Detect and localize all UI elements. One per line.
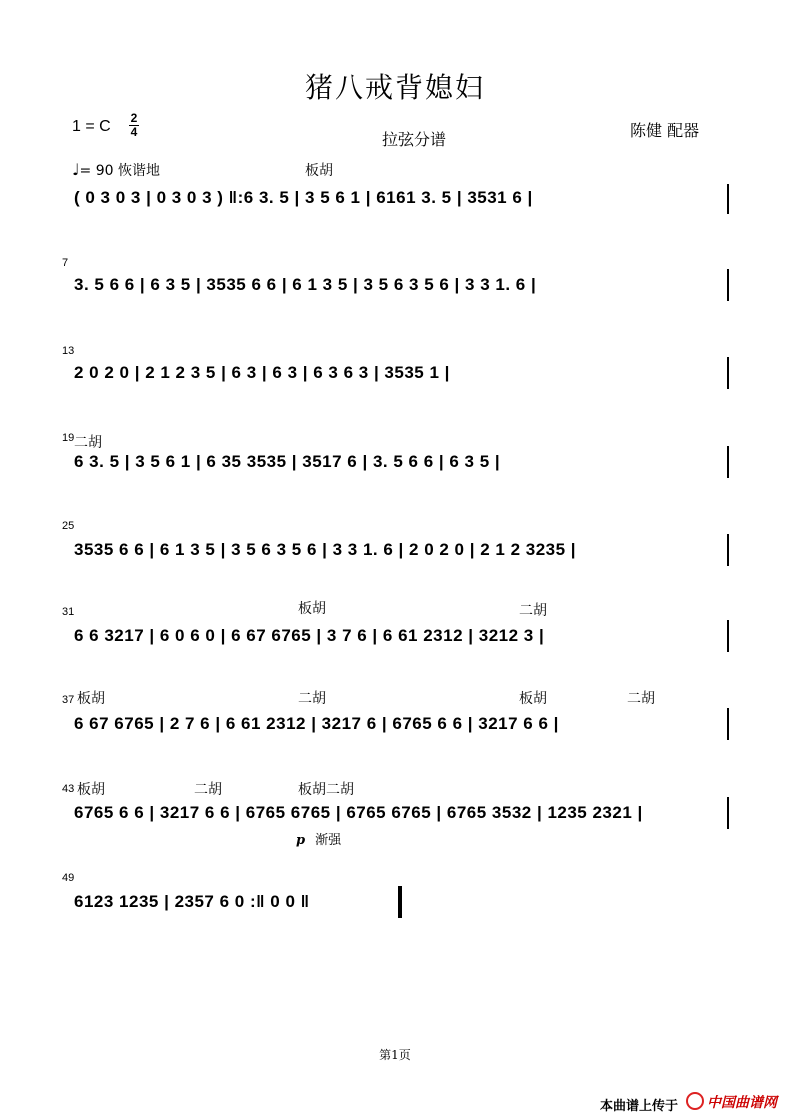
site-logo-icon — [686, 1092, 704, 1110]
barline — [727, 446, 729, 478]
instrument-label: 板胡二胡 — [298, 782, 354, 798]
staff-notes: ( 0 3 0 3 | 0 3 0 3 ) ‖:6 3. 5 | 3 5 6 1 | 6161 3. 5 | 3531 6 | — [74, 188, 533, 207]
instrument-label: 板胡 — [77, 691, 105, 707]
staff-notes: 6123 1235 | 2357 6 0 :‖ 0 0 ‖ — [74, 892, 310, 911]
score-title: 猪八戒背媳妇 — [304, 71, 485, 104]
score-system — [0, 160, 790, 220]
score-system — [0, 777, 790, 848]
key-signature: 1 = C — [72, 118, 111, 135]
barline — [727, 620, 729, 652]
instrument-label: 板胡 — [305, 163, 333, 179]
barline — [727, 708, 729, 740]
staff-notes: 6 3. 5 | 3 5 6 1 | 6 35 3535 | 3517 6 | 3. 5 6 6 | 6 3 5 | — [74, 452, 501, 471]
meter-denominator: 4 — [130, 125, 138, 139]
measure-number: 43 — [62, 783, 75, 795]
score-system — [0, 518, 790, 578]
staff-notes: 3. 5 6 6 | 6 3 5 | 3535 6 6 | 6 1 3 5 | 3 5 6 3 5 6 | 3 3 1. 6 | — [74, 275, 537, 294]
instrument-label: 板胡 — [77, 782, 105, 798]
upload-credit: 本曲谱上传于 — [600, 1099, 679, 1114]
score-system — [0, 430, 790, 490]
score-system — [0, 688, 790, 748]
instrument-label: 二胡 — [74, 435, 102, 451]
score-system — [0, 600, 790, 660]
barline — [727, 357, 729, 389]
barline — [727, 797, 729, 829]
instrument-label: 板胡 — [519, 691, 547, 707]
staff-notes: 6 67 6765 | 2 7 6 | 6 61 2312 | 3217 6 | 6765 6 6 | 3217 6 6 | — [74, 714, 559, 733]
instrument-label: 二胡 — [627, 691, 655, 707]
final-barline — [398, 886, 402, 918]
measure-number: 13 — [62, 345, 75, 357]
staff-notes: 6765 6 6 | 3217 6 6 | 6765 6765 | 6765 6765 | 6765 3532 | 1235 2321 | — [74, 803, 643, 822]
site-name: 中国曲谱网 — [707, 1095, 777, 1111]
barline — [727, 534, 729, 566]
arranger-credit: 陈健 配器 — [630, 121, 700, 140]
measure-number: 25 — [62, 520, 75, 532]
staff-notes: 6 6 3217 | 6 0 6 0 | 6 67 6765 | 3 7 6 | 6 61 2312 | 3212 3 | — [74, 626, 545, 645]
instrument-label: 二胡 — [194, 782, 222, 798]
measure-number: 49 — [62, 872, 75, 884]
meter-numerator: 2 — [130, 111, 138, 125]
instrument-label: 二胡 — [519, 603, 547, 619]
score-system — [0, 255, 790, 315]
quarter-note-icon: ♩ — [72, 160, 80, 179]
score-system — [0, 870, 790, 930]
measure-number: 7 — [62, 257, 69, 269]
staff-notes: 2 0 2 0 | 2 1 2 3 5 | 6 3 | 6 3 | 6 3 6 3 | 3535 1 | — [74, 363, 450, 382]
page-number: 第1页 — [379, 1048, 411, 1062]
time-signature — [129, 112, 139, 139]
tempo-value: = 90 — [79, 163, 114, 179]
dynamic-marking — [296, 829, 341, 848]
measure-number: 19 — [62, 432, 75, 444]
site-logo — [686, 1092, 777, 1112]
mood-marking: 恢谐地 — [118, 163, 160, 179]
piano-mark: p — [296, 833, 306, 848]
measure-number: 37 — [62, 694, 75, 706]
score-subtitle: 拉弦分谱 — [382, 130, 447, 149]
staff-notes: 3535 6 6 | 6 1 3 5 | 3 5 6 3 5 6 | 3 3 1. 6 | 2 0 2 0 | 2 1 2 3235 | — [74, 540, 577, 559]
instrument-label: 二胡 — [298, 691, 326, 707]
instrument-label: 板胡 — [298, 601, 326, 617]
score-system — [0, 343, 790, 403]
measure-number: 31 — [62, 606, 75, 618]
crescendo-text: 渐强 — [315, 833, 342, 848]
barline — [727, 269, 729, 301]
barline — [727, 184, 729, 214]
